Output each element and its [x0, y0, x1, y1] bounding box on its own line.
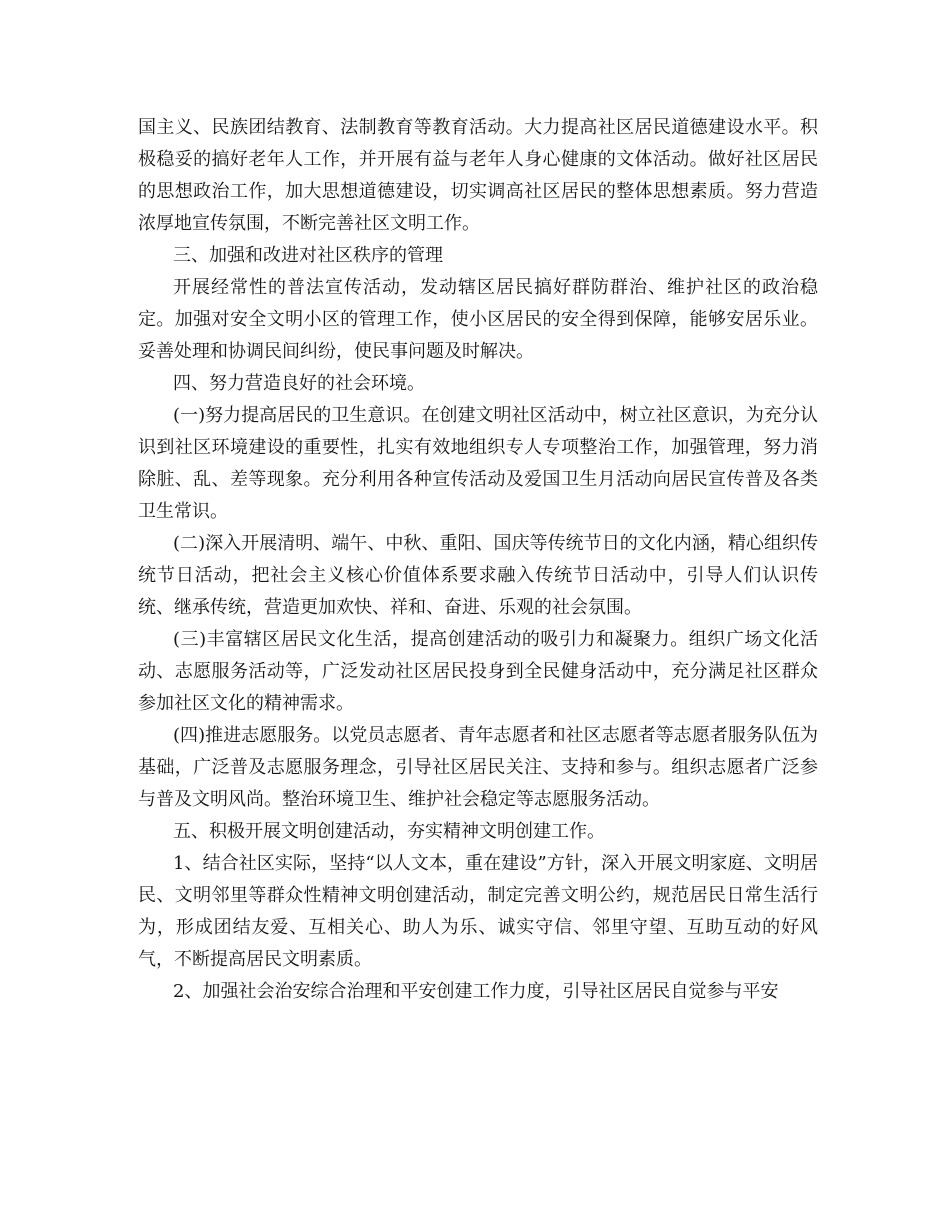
paragraph-5: (一)努力提高居民的卫生意识。在创建文明社区活动中，树立社区意识，为充分认识到社区环境建设的重要性，扎实有效地组织专人专项整治工作，加强管理，努力消除脏、乱、差等现象。充分利用各种宣传活动及爱国卫生月活动向居民宣传普及各类卫生常识。 [138, 405, 818, 522]
paragraph-7: (三)丰富辖区居民文化生活，提高创建活动的吸引力和凝聚力。组织广场文化活动、志愿服务活动等，广泛发动社区居民投身到全民健身活动中，充分满足社区群众参加社区文化的精神需求。 [138, 629, 818, 714]
paragraph-11: 2、加强社会治安综合治理和平安创建工作力度，引导社区居民自觉参与平安 [173, 981, 779, 1002]
paragraph-3: 开展经常性的普法宣传活动，发动辖区居民搞好群防群治、维护社区的政治稳定。加强对安全文明小区的管理工作，使小区居民的安全得到保障，能够安居乐业。妥善处理和协调民间纠纷，使民事问题及时解决。 [138, 277, 818, 362]
document-body [138, 112, 818, 1008]
paragraph-6: (二)深入开展清明、端午、中秋、重阳、国庆等传统节日的文化内涵，精心组织传统节日活动，把社会主义核心价值体系要求融入传统节日活动中，引导人们认识传统、继承传统，营造更加欢快、祥和、奋进、乐观的社会氛围。 [138, 533, 818, 618]
paragraph-8: (四)推进志愿服务。以党员志愿者、青年志愿者和社区志愿者等志愿者服务队伍为基础，广泛普及志愿服务理念，引导社区居民关注、支持和参与。组织志愿者广泛参与普及文明风尚。整治环境卫生、维护社会稳定等志愿服务活动。 [138, 725, 818, 810]
section-heading-3: 三、加强和改进对社区秩序的管理 [173, 245, 443, 266]
section-heading-4: 四、努力营造良好的社会环境。 [173, 373, 425, 394]
paragraph-10: 1、结合社区实际，坚持“以人文本，重在建设”方针，深入开展文明家庭、文明居民、文明邻里等群众性精神文明创建活动，制定完善文明公约，规范居民日常生活行为，形成团结友爱、互相关心、助人为乐、诚实守信、邻里守望、互助互动的好风气，不断提高居民文明素质。 [138, 853, 818, 970]
section-heading-5: 五、积极开展文明创建活动，夯实精神文明创建工作。 [173, 821, 605, 842]
paragraph-1: 国主义、民族团结教育、法制教育等教育活动。大力提高社区居民道德建设水平。积极稳妥的搞好老年人工作，并开展有益与老年人身心健康的文体活动。做好社区居民的思想政治工作，加大思想道德建设，切实调高社区居民的整体思想素质。努力营造浓厚地宣传氛围，不断完善社区文明工作。 [138, 117, 818, 234]
